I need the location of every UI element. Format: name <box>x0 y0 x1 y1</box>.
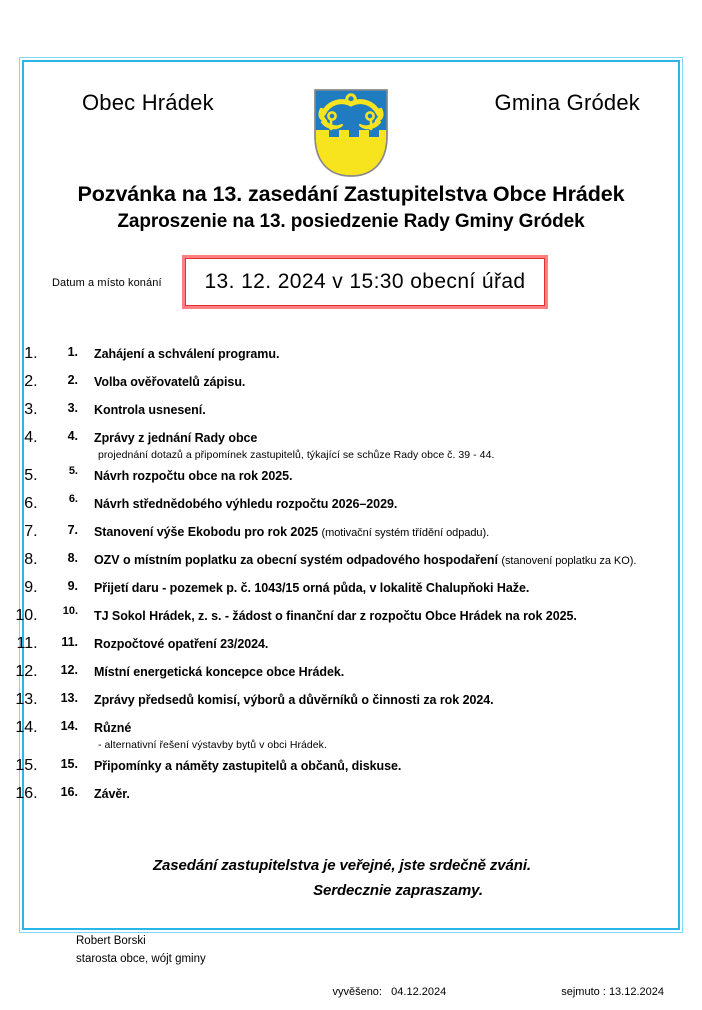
agenda-item-number: 9. 9. <box>67 578 78 593</box>
invitation-title-pl: Zaproszenie na 13. posiedzenie Rady Gminy Gródek <box>117 211 585 232</box>
agenda-item <box>42 429 678 461</box>
agenda-item-note: (motivační systém třídění odpadu). <box>321 526 490 539</box>
agenda-item <box>42 373 678 393</box>
agenda-item <box>42 464 678 487</box>
agenda-item-title: Závěr. <box>94 786 130 801</box>
agenda-item-text <box>94 758 678 775</box>
closing-line-cz: Zasedání zastupitelstva je veřejné, jste srdečně zváni. <box>152 856 531 874</box>
agenda-item-number: 13. 13. <box>60 690 78 705</box>
agenda-item-text <box>94 496 678 513</box>
agenda-item <box>42 492 678 515</box>
agenda-item-title: Návrh rozpočtu obce na rok 2025. <box>94 468 293 483</box>
closing-block <box>24 857 678 899</box>
date-place-row <box>24 255 678 315</box>
agenda-item-title: TJ Sokol Hrádek, z. s. - žádost o finanční dar z rozpočtu Obce Hrádek na rok 2025. <box>94 608 577 623</box>
agenda-item <box>42 345 678 365</box>
signature-role: starosta obce, wójt gminy <box>76 952 206 965</box>
agenda-list <box>24 345 678 805</box>
agenda-item-number: 15. 15. <box>60 756 78 771</box>
posting-footer <box>24 974 678 999</box>
agenda-item-number: 11. 11. <box>61 634 78 649</box>
agenda-item <box>42 551 678 571</box>
signature-block <box>24 933 678 969</box>
agenda-item-number: 3. 3. <box>67 401 78 415</box>
agenda-item-number: 8. 8. <box>67 550 78 565</box>
agenda-item <box>42 691 678 711</box>
agenda-item-text <box>94 402 678 419</box>
date-place-label: Datum a místo konání <box>52 277 162 289</box>
agenda-item-title: Různé <box>94 720 132 735</box>
closing-line-pl: Serdecznie zapraszamy. <box>313 881 483 899</box>
agenda-item-title: Návrh střednědobého výhledu rozpočtu 2026–2029. <box>94 496 398 511</box>
agenda-item <box>42 635 678 655</box>
agenda-item-title: Stanovení výše Ekobodu pro rok 2025 <box>94 524 319 539</box>
agenda-item <box>42 663 678 683</box>
page-content <box>24 62 678 999</box>
agenda-item-title: Volba ověřovatelů zápisu. <box>94 375 246 389</box>
agenda-item <box>42 719 678 751</box>
agenda-item-title: OZV o místním poplatku za obecní systém odpadového hospodaření <box>94 552 498 567</box>
agenda-item <box>42 523 678 543</box>
page-border-frame <box>22 60 680 999</box>
agenda-item <box>42 757 678 777</box>
municipality-name-cz: Obec Hrádek <box>82 90 214 115</box>
agenda-item-note: (stanovení poplatku za KO). <box>501 554 637 567</box>
agenda-item-title: Kontrola usnesení. <box>94 403 206 417</box>
posted-on <box>308 974 446 1010</box>
agenda-item-text <box>94 636 678 653</box>
agenda-item <box>42 604 678 627</box>
agenda-item-text <box>94 692 678 709</box>
agenda-item-text <box>94 430 678 447</box>
agenda-item-number: 1. 1. <box>67 345 78 359</box>
agenda-item-number: 4. 4. <box>67 429 78 443</box>
agenda-item-number: 6. 6. <box>68 492 78 505</box>
agenda-item-title: Místní energetická koncepce obce Hrádek. <box>94 664 345 679</box>
agenda-item-subtext: projednání dotazů a připomínek zastupitelů, týkající se schůze Rady obce č. 39 - 44. <box>98 448 495 461</box>
posted-date: 04.12.2024 <box>391 986 447 999</box>
posted-label: vyvěšeno: <box>332 986 382 999</box>
agenda-item-text <box>94 608 678 625</box>
agenda-item-number: 5. 5. <box>68 464 78 477</box>
coat-of-arms-icon <box>309 84 393 182</box>
agenda-item-text <box>94 664 678 681</box>
agenda-item-text <box>94 786 678 803</box>
agenda-item-text <box>94 468 678 485</box>
agenda-item-number: 10. 10. <box>62 604 78 617</box>
removed-label: sejmuto : <box>561 986 606 999</box>
agenda-item-number: 2. 2. <box>67 373 78 387</box>
agenda-item-text <box>94 580 678 597</box>
date-place-value: 13. 12. 2024 v 15:30 obecní úřad <box>204 270 526 293</box>
agenda-item-title: Zahájení a schválení programu. <box>94 347 280 361</box>
agenda-item-number: 14. 14. <box>60 718 78 733</box>
agenda-item-number: 7. 7. <box>67 522 78 537</box>
agenda-item <box>42 785 678 805</box>
agenda-item-text <box>94 720 678 737</box>
agenda-item-title: Zprávy z jednání Rady obce <box>94 431 258 445</box>
agenda-item <box>42 401 678 421</box>
municipality-name-pl: Gmina Gródek <box>494 90 640 115</box>
agenda-item-number: 16. 16. <box>60 784 78 799</box>
agenda-item-text <box>94 374 678 391</box>
header <box>24 74 678 174</box>
agenda-item-title: Zprávy předsedů komisí, výborů a důvěrníků o činnosti za rok 2024. <box>94 692 494 707</box>
agenda-item-text <box>94 346 678 363</box>
removed-on <box>537 974 664 1010</box>
agenda-item-title: Rozpočtové opatření 23/2024. <box>94 636 269 651</box>
signature-name: Robert Borski <box>76 934 146 947</box>
agenda-item-text <box>94 524 678 541</box>
agenda-item-subtext: - alternativní řešení výstavby bytů v obci Hrádek. <box>98 738 327 751</box>
removed-date: 13.12.2024 <box>608 986 664 999</box>
agenda-item-text <box>94 552 678 569</box>
invitation-title-cz: Pozvánka na 13. zasedání Zastupitelstva Obce Hrádek <box>77 182 625 206</box>
agenda-item-title: Připomínky a náměty zastupitelů a občanů, diskuse. <box>94 758 402 773</box>
date-place-box <box>182 255 548 309</box>
agenda-item <box>42 579 678 599</box>
agenda-item-number: 12. 12. <box>60 662 78 677</box>
agenda-item-title: Přijetí daru - pozemek p. č. 1043/15 orná půda, v lokalitě Chalupňoki Haže. <box>94 580 530 595</box>
